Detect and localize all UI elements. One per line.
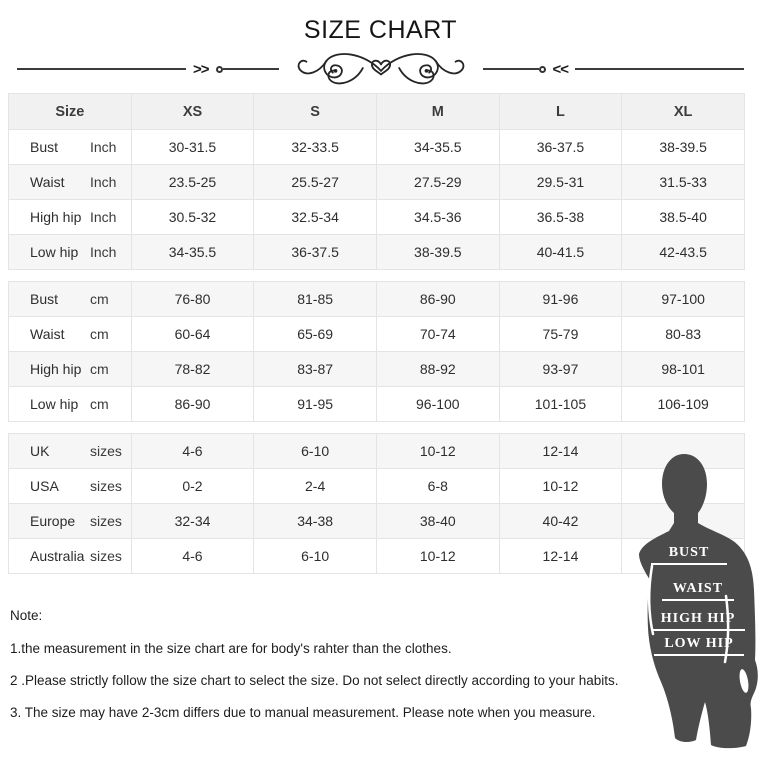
value-cell: 97-100 [622,282,745,317]
table-row [9,165,745,200]
table-header-row [9,94,745,130]
row-label-cell [9,130,132,165]
measurement-label-low-hip: LOW HIP [654,636,744,656]
decorative-divider [0,52,761,86]
column-header: L [499,94,622,130]
row-unit: sizes [90,478,122,494]
value-cell: 91-95 [254,387,377,422]
notes-section [10,608,665,737]
row-label-cell [9,165,132,200]
body-silhouette [618,450,760,750]
value-cell: 12-14 [499,539,622,574]
value-cell: 10-12 [376,539,499,574]
value-cell: 86-90 [131,387,254,422]
row-label: Waist [30,174,65,190]
value-cell: 91-96 [499,282,622,317]
size-table-group-0 [8,93,745,270]
table-row [9,130,745,165]
notes-heading: Note: [10,608,43,623]
value-cell: 34-35.5 [131,235,254,270]
row-unit: cm [90,361,109,377]
size-table-group-1 [8,281,745,422]
column-header: Size [9,94,132,130]
row-label: Low hip [30,396,79,412]
value-cell: 101-105 [499,387,622,422]
row-label-cell [9,469,132,504]
row-label: UK [30,443,50,459]
note-item: 1.the measurement in the size chart are for body's rahter than the clothes. [10,641,452,656]
notes-list [10,641,665,721]
row-label: USA [30,478,59,494]
value-cell: 40-41.5 [499,235,622,270]
table-row [9,352,745,387]
note-item: 2 .Please strictly follow the size chart to select the size. Do not select directly according to your habits. [10,673,619,688]
value-cell: 42-43.5 [622,235,745,270]
value-cell: 10-12 [499,469,622,504]
value-cell: 75-79 [499,317,622,352]
row-unit: cm [90,396,109,412]
row-label: High hip [30,209,82,225]
value-cell: 30.5-32 [131,200,254,235]
row-label-cell [9,387,132,422]
value-cell: 34-35.5 [376,130,499,165]
value-cell: 81-85 [254,282,377,317]
ring-icon [216,66,223,73]
row-unit: cm [90,326,109,342]
value-cell: 32-34 [131,504,254,539]
row-label: Europe [30,513,76,529]
column-header: XS [131,94,254,130]
row-label: High hip [30,361,82,377]
row-label: Low hip [30,244,79,260]
value-cell: 93-97 [499,352,622,387]
value-cell: 4-6 [131,539,254,574]
measurement-label-waist: WAIST [662,581,734,601]
column-header: M [376,94,499,130]
ring-icon [539,66,546,73]
row-label: Bust [30,139,59,155]
value-cell: 32-33.5 [254,130,377,165]
value-cell: 98-101 [622,352,745,387]
value-cell: 2-4 [254,469,377,504]
row-label-cell [9,317,132,352]
value-cell: 86-90 [376,282,499,317]
row-label: Australia [30,548,85,564]
value-cell: 36-37.5 [499,130,622,165]
value-cell: 6-8 [376,469,499,504]
row-label-cell [9,200,132,235]
value-cell: 6-10 [254,434,377,469]
value-cell: 83-87 [254,352,377,387]
value-cell: 96-100 [376,387,499,422]
value-cell: 25.5-27 [254,165,377,200]
row-unit: Inch [90,174,117,190]
divider-line-right [575,68,744,70]
value-cell: 106-109 [622,387,745,422]
value-cell: 78-82 [131,352,254,387]
table-row [9,282,745,317]
column-header: S [254,94,377,130]
row-label-cell [9,539,132,574]
table-row [9,200,745,235]
row-unit: sizes [90,548,122,564]
table-row [9,387,745,422]
measurement-label-high-hip: HIGH HIP [651,611,745,631]
row-label: Bust [30,291,59,307]
chevrons-right-icon: >> [192,60,209,78]
row-label-cell [9,352,132,387]
measurement-label-bust: BUST [651,545,727,565]
row-unit: sizes [90,443,122,459]
value-cell: 76-80 [131,282,254,317]
value-cell: 4-6 [131,434,254,469]
value-cell: 27.5-29 [376,165,499,200]
value-cell: 36.5-38 [499,200,622,235]
row-unit: Inch [90,139,117,155]
value-cell: 38-39.5 [622,130,745,165]
value-cell: 65-69 [254,317,377,352]
value-cell: 34.5-36 [376,200,499,235]
value-cell: 23.5-25 [131,165,254,200]
value-cell: 38-40 [376,504,499,539]
divider-segment-left [223,68,279,70]
row-label-cell [9,434,132,469]
value-cell: 31.5-33 [622,165,745,200]
row-unit: sizes [90,513,122,529]
value-cell: 30-31.5 [131,130,254,165]
row-unit: cm [90,291,109,307]
value-cell: 0-2 [131,469,254,504]
column-header: XL [622,94,745,130]
value-cell: 80-83 [622,317,745,352]
chevrons-left-icon: << [552,60,569,78]
value-cell: 70-74 [376,317,499,352]
value-cell: 88-92 [376,352,499,387]
value-cell: 34-38 [254,504,377,539]
row-label-cell [9,235,132,270]
row-unit: Inch [90,244,117,260]
value-cell: 60-64 [131,317,254,352]
divider-line-left [17,68,186,70]
value-cell: 36-37.5 [254,235,377,270]
value-cell: 12-14 [499,434,622,469]
row-label-cell [9,504,132,539]
divider-segment-right [483,68,539,70]
value-cell: 38.5-40 [622,200,745,235]
value-cell: 38-39.5 [376,235,499,270]
value-cell: 29.5-31 [499,165,622,200]
table-row [9,235,745,270]
value-cell: 32.5-34 [254,200,377,235]
table-row [9,317,745,352]
flourish-ornament-icon [281,49,481,89]
row-label-cell [9,282,132,317]
page-title: SIZE CHART [303,16,458,44]
row-unit: Inch [90,209,117,225]
value-cell: 6-10 [254,539,377,574]
row-label: Waist [30,326,65,342]
note-item: 3. The size may have 2-3cm differs due to manual measurement. Please note when you measure. [10,705,596,720]
value-cell: 40-42 [499,504,622,539]
value-cell: 10-12 [376,434,499,469]
